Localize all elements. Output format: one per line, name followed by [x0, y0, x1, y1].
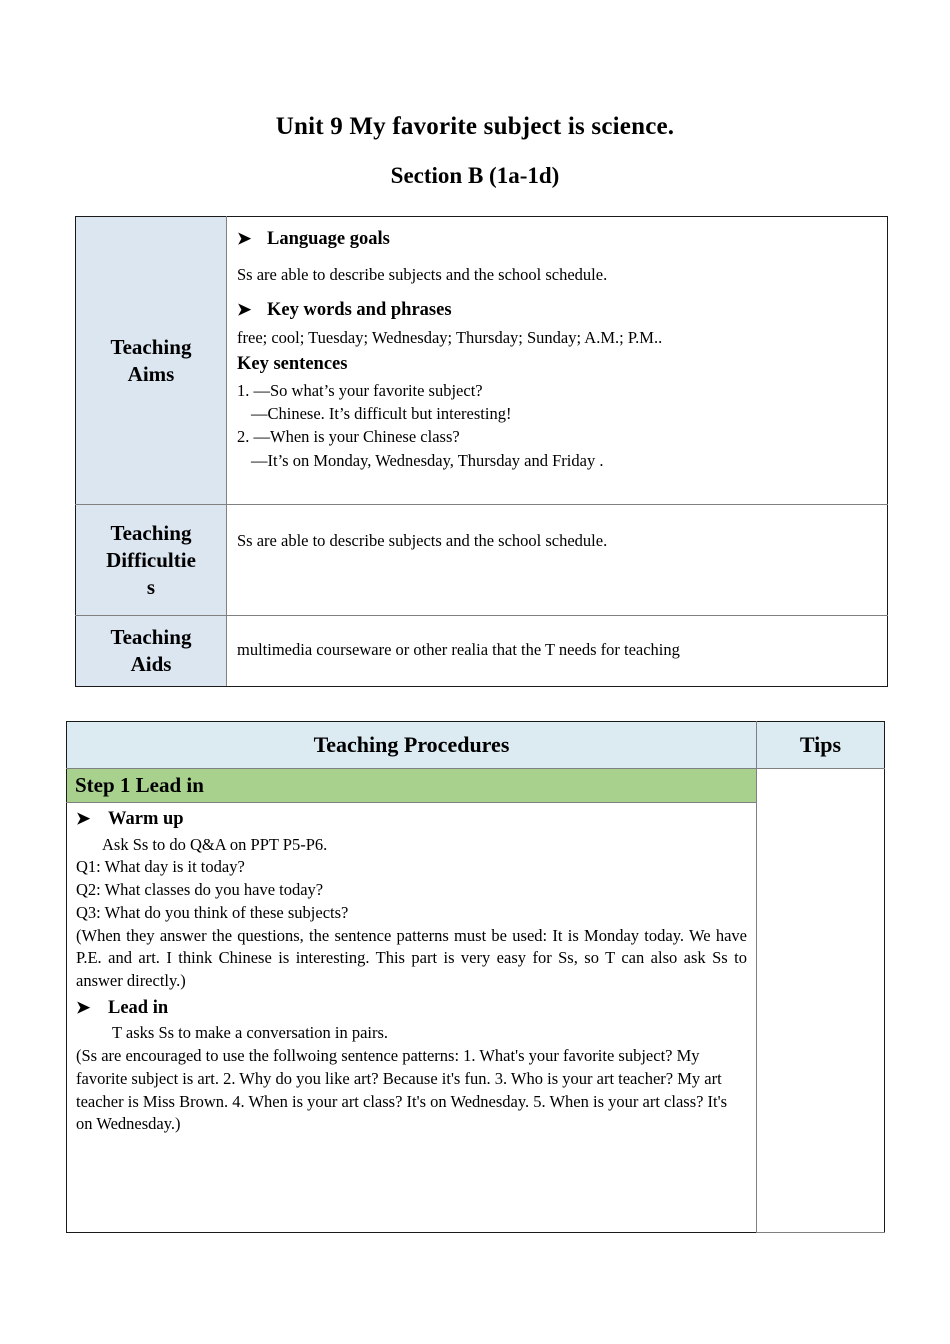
key-words-heading-row: [237, 297, 877, 323]
warm-up-note: (When they answer the questions, the sentence patterns must be used: It is Monday today. We have P.E. and art. I think Chinese is interesting. This part is very easy for Ss, so T can also ask Ss to answer directly.): [76, 925, 747, 991]
warm-up-question-1: Q1: What day is it today?: [76, 857, 245, 877]
page-title: Unit 9 My favorite subject is science.: [275, 113, 675, 140]
key-sentence-2: 2. —When is your Chinese class?: [237, 427, 460, 447]
key-words-heading: Key words and phrases: [267, 299, 452, 320]
row-label-teaching-aids: [76, 616, 227, 687]
row-label-line1: Teaching: [110, 521, 192, 546]
warm-up-heading: Warm up: [108, 809, 184, 829]
row-label-teaching-difficulties: [76, 505, 227, 616]
key-words-text: free; cool; Tuesday; Wednesday; Thursday; Sunday; A.M.; P.M..: [237, 327, 663, 347]
lead-in-note: (Ss are encouraged to use the follwoing sentence patterns: 1. What's your favorite subject? My favorite subject is art. 2. Why do you like art? Because it's fun. 3. Who is your art teacher? My art teacher is Miss Brown. 4. When is your art class? It's on Wednesday. 5. When is your art class? It's on Wednesday.): [76, 1046, 728, 1134]
table-row-teaching-difficulties: [76, 505, 888, 616]
teaching-aims-content: [227, 217, 888, 505]
bullet-arrow-icon: ➤: [237, 299, 252, 319]
warm-up-heading-row: [76, 807, 747, 833]
step-1-title: Step 1 Lead in: [67, 769, 757, 803]
table-row-teaching-aids: [76, 616, 888, 687]
procedures-content: [67, 803, 757, 1233]
row-label-line1: Teaching: [110, 334, 192, 359]
warm-up-question-3: Q3: What do you think of these subjects?: [76, 902, 349, 922]
warm-up-question-2: Q2: What classes do you have today?: [76, 880, 324, 900]
bullet-arrow-icon: ➤: [76, 997, 91, 1017]
language-goals-heading-row: [237, 226, 877, 252]
row-label-line3: s: [146, 574, 156, 599]
spacer: [237, 472, 877, 496]
column-header-procedures: Teaching Procedures: [67, 722, 757, 769]
procedures-header-row: [67, 722, 885, 769]
tips-cell: [757, 769, 885, 1233]
table-row-teaching-aims: [76, 217, 888, 505]
language-goals-text: Ss are able to describe subjects and the school schedule.: [237, 265, 608, 285]
key-sentence-2-answer: —It’s on Monday, Wednesday, Thursday and Friday .: [251, 450, 604, 470]
row-label-line2: Aims: [127, 361, 175, 386]
column-header-tips: Tips: [757, 722, 885, 769]
key-sentences-heading: Key sentences: [237, 354, 348, 375]
warm-up-instruction: Ask Ss to do Q&A on PPT P5-P6.: [102, 834, 328, 854]
bullet-arrow-icon: ➤: [76, 809, 91, 828]
lead-in-heading: Lead in: [108, 997, 169, 1018]
teaching-difficulties-content: Ss are able to describe subjects and the school schedule.: [227, 505, 888, 616]
teaching-procedures-table: [66, 721, 885, 1233]
row-label-line2: Aids: [130, 652, 172, 677]
bullet-arrow-icon: ➤: [237, 229, 252, 248]
page-subtitle: Section B (1a-1d): [390, 163, 560, 188]
teaching-info-table: [75, 216, 888, 687]
row-label-teaching-aims: [76, 217, 227, 505]
step-row: [67, 769, 885, 803]
key-sentence-1: 1. —So what’s your favorite subject?: [237, 380, 483, 400]
key-sentence-1-answer: —Chinese. It’s difficult but interesting!: [251, 404, 512, 424]
row-label-line1: Teaching: [110, 625, 192, 650]
row-label-line2: Difficultie: [106, 547, 196, 572]
lead-in-instruction: T asks Ss to make a conversation in pairs.: [112, 1023, 389, 1043]
lead-in-heading-row: [76, 996, 747, 1022]
teaching-aids-content: multimedia courseware or other realia that the T needs for teaching: [227, 616, 888, 687]
language-goals-heading: Language goals: [267, 229, 390, 249]
